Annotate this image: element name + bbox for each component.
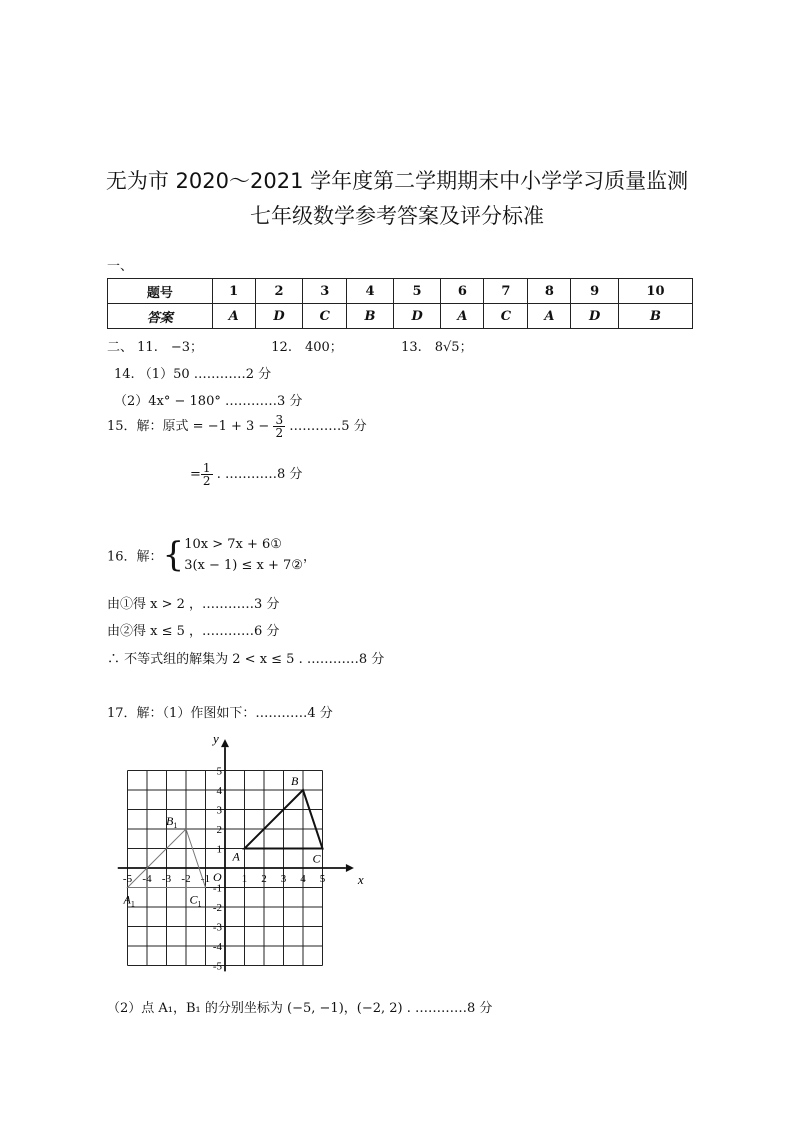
point-label: A [232, 849, 240, 864]
x-tick-label: 1 [241, 873, 248, 885]
point-label: C [312, 851, 321, 866]
point-label: B [291, 774, 299, 788]
coordinate-graph [110, 735, 370, 975]
y-tick-label: 5 [216, 765, 222, 778]
point-label: $A_1$ [123, 892, 135, 909]
answer-cell: B [347, 304, 394, 329]
title-line-2: 七年级数学参考答案及评分标准 [250, 204, 544, 228]
number-cell: 4 [347, 279, 394, 304]
header-label-cell: 题号 [108, 279, 213, 304]
x-tick-label: -2 [181, 873, 191, 885]
part1-label: 一、 [107, 259, 134, 274]
fraction-numerator: 3 [275, 413, 284, 427]
answer-label-cell: 答案 [108, 304, 213, 329]
number-cell: 1 [212, 279, 255, 304]
q14-line-1: 14. （1）50 …………2 分 [114, 367, 272, 382]
origin-label: O [213, 870, 222, 884]
answer-q12: 12. 400； [271, 340, 343, 355]
q15-line-1 [107, 414, 367, 439]
y-tick-label: 1 [216, 843, 222, 856]
number-cell: 2 [255, 279, 303, 304]
y-tick-label: -1 [212, 882, 222, 895]
point-label-subscript: 1 [173, 821, 178, 830]
y-tick-label: 3 [216, 804, 222, 817]
q15-prefix: 15．解：原式 = −1 + 3 − [107, 419, 270, 434]
number-cell: 9 [571, 279, 619, 304]
q16-step-2: 由②得 x ≤ 5 ，…………6 分 [107, 624, 280, 639]
part2-line [107, 336, 473, 355]
y-tick-label: -5 [212, 960, 222, 973]
point-label-subscript: 1 [197, 899, 202, 909]
point-labels [123, 774, 322, 909]
q17-line-1: 17．解：（1）作图如下：…………4 分 [107, 706, 333, 721]
answer-cell: D [571, 304, 619, 329]
answer-cell: D [393, 304, 441, 329]
number-cell: 3 [303, 279, 347, 304]
x-axis-arrow-icon [346, 864, 354, 872]
point-label: $C_1$ [189, 892, 202, 909]
answer-q13-prefix: 13. 8 [401, 340, 444, 355]
number-row [108, 279, 693, 304]
answer-cell: A [528, 304, 571, 329]
answer-q13-suffix: ； [459, 340, 473, 355]
number-cell: 5 [393, 279, 441, 304]
brace-icon: { [162, 535, 185, 575]
number-cell: 6 [441, 279, 484, 304]
x-tick-label: -3 [161, 873, 172, 885]
title-line-1: 无为市 2020～2021 学年度第二学期期末中小学学习质量监测 [105, 169, 689, 193]
y-axis-label: y [213, 735, 219, 747]
point-label-subscript: 1 [130, 899, 135, 909]
answer-q11: 11. −3； [137, 340, 203, 355]
fraction-one-half [201, 462, 213, 487]
x-tick-label: -4 [142, 873, 152, 885]
x-tick-label: 2 [261, 873, 267, 885]
fraction-denominator: 2 [275, 426, 284, 440]
q15-equals: = [190, 467, 201, 482]
answer-cell: C [484, 304, 528, 329]
q16-prefix: 16．解： [107, 549, 163, 565]
answer-row [108, 304, 693, 329]
x-tick-label: 5 [319, 873, 326, 885]
answer-cell: A [212, 304, 255, 329]
q15-line-2 [190, 462, 302, 487]
y-tick-label: -4 [212, 941, 222, 953]
y-axis-arrow-icon [221, 739, 229, 747]
q15-score-1: …………5 分 [289, 419, 367, 434]
x-tick-label: -1 [200, 873, 211, 885]
q16-system [107, 534, 316, 576]
answer-cell: A [441, 304, 484, 329]
y-tick-label: 2 [216, 824, 222, 836]
x-tick-label: 4 [300, 873, 306, 885]
y-tick-label: -2 [212, 902, 222, 914]
answer-q13-radical: √5 [443, 340, 460, 355]
answer-cell: B [618, 304, 692, 329]
number-cell: 7 [484, 279, 528, 304]
point-label: $B_1$ [166, 814, 178, 830]
q16-step-1: 由①得 x > 2 ，…………3 分 [107, 597, 280, 612]
q16-conclusion: ∴ 不等式组的解集为 2 < x ≤ 5 . …………8 分 [107, 652, 385, 667]
fraction-denominator: 2 [202, 474, 211, 488]
answer-cell: D [255, 304, 303, 329]
x-axis-label: x [357, 872, 364, 887]
number-cell: 8 [528, 279, 571, 304]
answer-cell: C [303, 304, 347, 329]
fraction-numerator: 1 [202, 461, 211, 475]
inequality-system [184, 534, 303, 576]
q15-score-2: . …………8 分 [216, 467, 303, 482]
number-cell: 10 [618, 279, 692, 304]
y-tick-label: -3 [212, 921, 222, 934]
x-tick-label: 3 [280, 873, 287, 885]
answer-table [107, 278, 693, 329]
x-tick-label: -5 [122, 873, 133, 885]
part2-label: 二、 [107, 340, 134, 355]
q14-line-2: （2）4x° − 180° …………3 分 [114, 394, 303, 409]
fraction-three-halves [273, 414, 285, 439]
inequality-1: 10x > 7x + 6① [184, 537, 282, 552]
inequality-2: 3(x − 1) ≤ x + 7② [184, 558, 303, 573]
q17-line-2: （2）点 A₁，B₁ 的分别坐标为 (−5, −1)，(−2, 2) . …………8 分 [107, 1001, 493, 1016]
q16-comma: ， [302, 549, 316, 565]
y-tick-label: 4 [216, 785, 222, 797]
